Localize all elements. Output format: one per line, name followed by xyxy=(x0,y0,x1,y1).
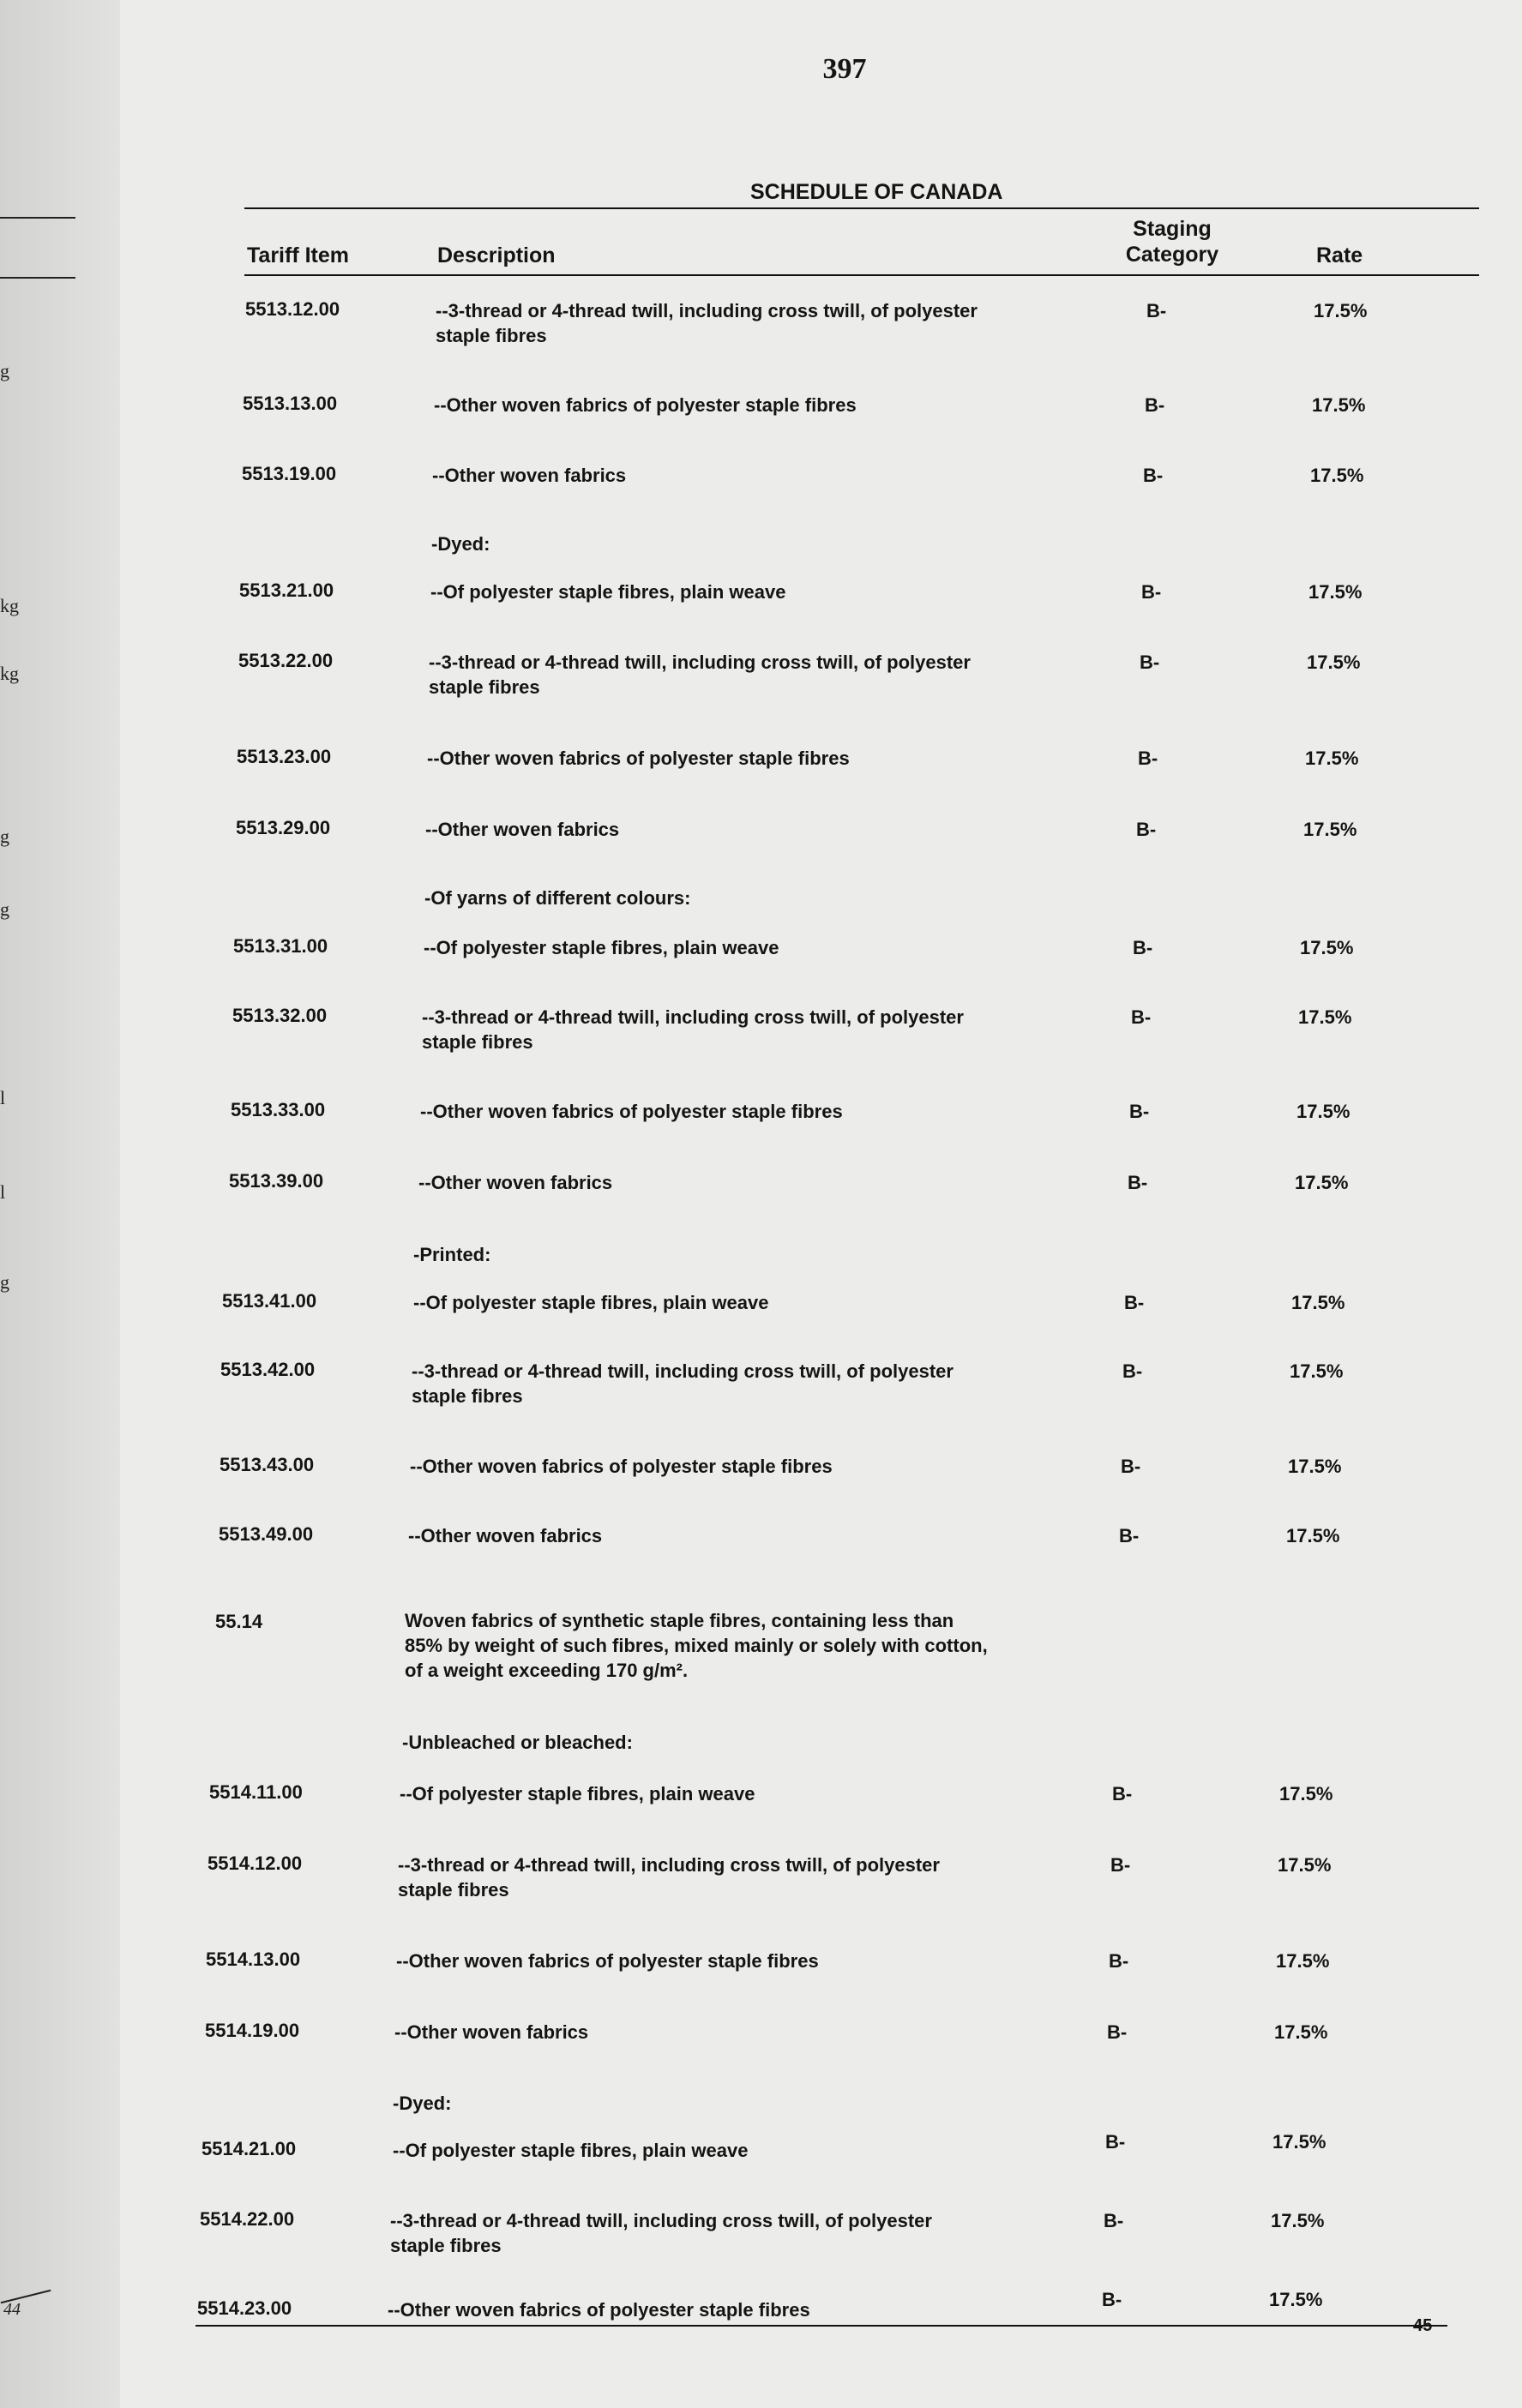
description: --Other woven fabrics xyxy=(394,2021,589,2043)
description: --Other woven fabrics of polyester staple fibres xyxy=(427,748,850,769)
staging-category: B- xyxy=(1138,748,1158,769)
description: --3-thread or 4-thread twill, including cross twill, of polyester staple fibres xyxy=(436,300,978,346)
staging-category: B- xyxy=(1124,1292,1145,1313)
description: --3-thread or 4-thread twill, including cross twill, of polyester staple fibres xyxy=(422,1006,964,1053)
staging-category: B- xyxy=(1109,1950,1129,1972)
staging-category: B- xyxy=(1133,937,1153,958)
footer-rule xyxy=(196,2325,1447,2327)
column-header-description: Description xyxy=(437,243,556,267)
rate: 17.5% xyxy=(1279,1783,1333,1804)
rate: 17.5% xyxy=(1286,1525,1340,1546)
tariff-item: 5513.43.00 xyxy=(220,1454,315,1475)
staging-category: B- xyxy=(1122,1360,1143,1382)
description: --Other woven fabrics xyxy=(425,819,620,840)
margin-rule xyxy=(0,277,75,279)
rate: 17.5% xyxy=(1303,819,1357,840)
description: --Of polyester staple fibres, plain weave xyxy=(400,1783,755,1804)
subheading-dyed: -Dyed: xyxy=(393,2093,452,2114)
margin-fragment: l xyxy=(0,1181,6,1203)
margin-fragment: g xyxy=(0,898,9,920)
staging-category: B- xyxy=(1128,1172,1148,1193)
tariff-item: 5513.33.00 xyxy=(231,1099,326,1120)
margin-fragment: kg xyxy=(0,595,19,616)
title-rule xyxy=(244,207,1479,209)
header-rule xyxy=(244,274,1479,276)
description: --3-thread or 4-thread twill, including cross twill, of polyester staple fibres xyxy=(398,1854,940,1901)
heading-description: Woven fabrics of synthetic staple fibres, containing less than 85% by weight of such fibres, mixed mainly or solely with cotton, of a weight exceeding 170 g/m². xyxy=(405,1610,988,1681)
rate: 17.5% xyxy=(1291,1292,1345,1313)
tariff-item: 5513.19.00 xyxy=(242,463,337,484)
heading-number: 55.14 xyxy=(215,1611,263,1632)
staging-category: B- xyxy=(1131,1006,1152,1028)
facing-page-margin xyxy=(0,0,120,2408)
footer-page-number: 45 xyxy=(1413,2316,1433,2335)
description: --Other woven fabrics of polyester staple fibres xyxy=(396,1950,819,1972)
description: --3-thread or 4-thread twill, including cross twill, of polyester staple fibres xyxy=(412,1360,954,1407)
tariff-item: 5513.22.00 xyxy=(238,650,334,671)
tariff-item: 5513.23.00 xyxy=(237,746,332,767)
rate: 17.5% xyxy=(1308,581,1363,603)
rate: 17.5% xyxy=(1269,2289,1323,2310)
tariff-item: 5513.12.00 xyxy=(245,298,340,320)
tariff-item: 5513.42.00 xyxy=(220,1359,316,1380)
margin-fragment: g xyxy=(0,826,9,847)
staging-category: B- xyxy=(1140,652,1160,673)
description: --Of polyester staple fibres, plain weave xyxy=(413,1292,769,1313)
subheading-yarns-different-colours: -Of yarns of different colours: xyxy=(424,887,691,909)
tariff-item: 5513.49.00 xyxy=(219,1523,314,1545)
margin-fragment: kg xyxy=(0,663,19,684)
rate: 17.5% xyxy=(1314,300,1368,321)
tariff-item: 5513.13.00 xyxy=(243,393,338,414)
staging-category: B- xyxy=(1104,2210,1124,2231)
staging-category: B- xyxy=(1145,394,1165,416)
staging-line-2: Category xyxy=(1125,243,1219,267)
rate: 17.5% xyxy=(1272,2131,1326,2153)
rate: 17.5% xyxy=(1271,2210,1325,2231)
margin-rule xyxy=(0,217,75,219)
staging-category: B- xyxy=(1110,1854,1131,1876)
margin-fragment: g xyxy=(0,360,9,381)
description: --3-thread or 4-thread twill, including cross twill, of polyester staple fibres xyxy=(390,2210,932,2256)
description: --Other woven fabrics of polyester staple fibres xyxy=(410,1456,833,1477)
description: --Other woven fabrics xyxy=(408,1525,603,1546)
staging-category: B- xyxy=(1141,581,1162,603)
column-header-rate: Rate xyxy=(1316,243,1363,267)
subheading-printed: -Printed: xyxy=(413,1244,491,1265)
rate: 17.5% xyxy=(1298,1006,1352,1028)
description: --3-thread or 4-thread twill, including cross twill, of polyester staple fibres xyxy=(429,652,971,698)
staging-category: B- xyxy=(1112,1783,1133,1804)
rate: 17.5% xyxy=(1300,937,1354,958)
tariff-item: 5514.21.00 xyxy=(202,2138,297,2159)
rate: 17.5% xyxy=(1312,394,1366,416)
tariff-item: 5513.29.00 xyxy=(236,817,331,838)
rate: 17.5% xyxy=(1310,465,1364,486)
description: --Other woven fabrics xyxy=(432,465,627,486)
staging-category: B- xyxy=(1136,819,1157,840)
margin-fragment: l xyxy=(0,1087,6,1108)
rate: 17.5% xyxy=(1290,1360,1344,1382)
page-number: 397 xyxy=(822,53,867,85)
description: --Other woven fabrics of polyester staple fibres xyxy=(420,1101,843,1122)
staging-category: B- xyxy=(1107,2021,1128,2043)
tariff-item: 5513.39.00 xyxy=(229,1170,324,1192)
staging-category: B- xyxy=(1146,300,1167,321)
tariff-item: 5514.13.00 xyxy=(206,1949,301,1970)
description: --Of polyester staple fibres, plain weave xyxy=(430,581,786,603)
staging-category: B- xyxy=(1129,1101,1150,1122)
tariff-item: 5513.21.00 xyxy=(239,579,334,601)
subheading-dyed: -Dyed: xyxy=(431,533,490,555)
staging-category: B- xyxy=(1119,1525,1140,1546)
margin-fragment: g xyxy=(0,1271,9,1293)
rate: 17.5% xyxy=(1278,1854,1332,1876)
rate: 17.5% xyxy=(1305,748,1359,769)
description: --Other woven fabrics xyxy=(418,1172,613,1193)
rate: 17.5% xyxy=(1274,2021,1328,2043)
tariff-item: 5513.41.00 xyxy=(222,1290,317,1312)
description: --Other woven fabrics of polyester staple fibres xyxy=(434,394,857,416)
tariff-item: 5514.23.00 xyxy=(197,2297,292,2319)
rate: 17.5% xyxy=(1296,1101,1351,1122)
rate: 17.5% xyxy=(1276,1950,1330,1972)
tariff-item: 5514.19.00 xyxy=(205,2020,300,2041)
staging-category: B- xyxy=(1105,2131,1126,2153)
subheading-unbleached-or-bleached: -Unbleached or bleached: xyxy=(402,1732,633,1753)
tariff-item: 5514.22.00 xyxy=(200,2208,295,2230)
schedule-title: SCHEDULE OF CANADA xyxy=(750,180,1003,204)
staging-category: B- xyxy=(1121,1456,1141,1477)
column-header-tariff-item: Tariff Item xyxy=(247,243,349,267)
column-header-staging xyxy=(1108,216,1236,267)
rate: 17.5% xyxy=(1295,1172,1349,1193)
tariff-item: 5513.32.00 xyxy=(232,1005,328,1026)
description: --Of polyester staple fibres, plain weave xyxy=(424,937,779,958)
margin-page-number: 44 xyxy=(3,2300,21,2319)
rate: 17.5% xyxy=(1307,652,1361,673)
document-page xyxy=(120,0,1522,2408)
tariff-item: 5513.31.00 xyxy=(233,935,328,957)
description: --Of polyester staple fibres, plain weave xyxy=(393,2140,749,2161)
staging-category: B- xyxy=(1102,2289,1122,2310)
tariff-item: 5514.12.00 xyxy=(208,1853,303,1874)
tariff-item: 5514.11.00 xyxy=(209,1781,303,1803)
description: --Other woven fabrics of polyester staple fibres xyxy=(388,2299,810,2321)
rate: 17.5% xyxy=(1288,1456,1342,1477)
staging-line-1: Staging xyxy=(1133,217,1212,241)
staging-category: B- xyxy=(1143,465,1164,486)
